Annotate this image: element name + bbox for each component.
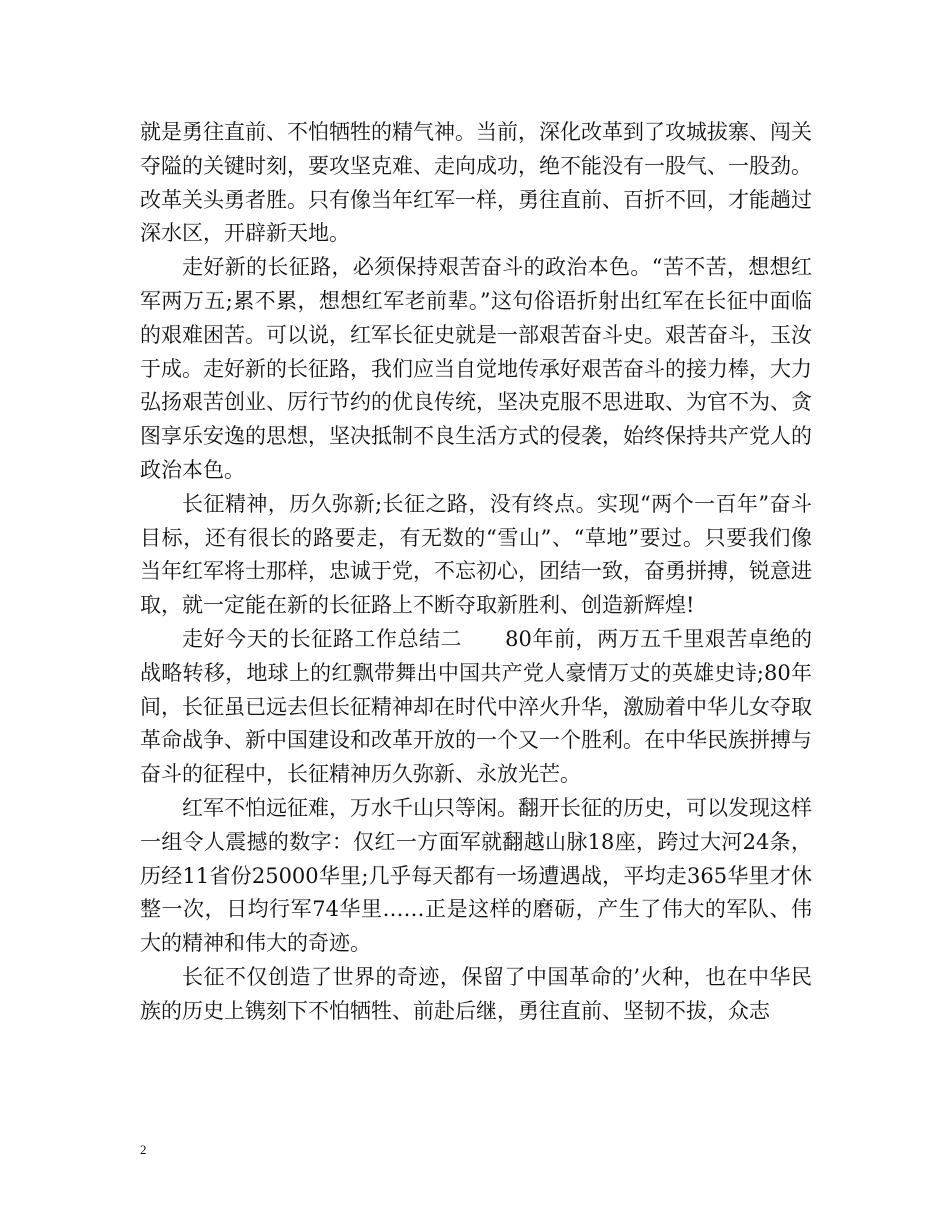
paragraph-3: 长征精神，历久弥新;长征之路，没有终点。实现“两个一百年”奋斗目标，还有很长的路要走，有无数的“雪山”、“草地”要过。只要我们像当年红军将士那样，忠诚于党，不忘初心，团结一致，奋勇拼搏，锐意进取，就一定能在新的长征路上不断夺取新胜利、创造新辉煌! [140,491,812,618]
paragraph-6: 长征不仅创造了世界的奇迹，保留了中国革命的’火种，也在中华民族的历史上镌刻下不怕牺牲、前赴后继，勇往直前、坚韧不拔，众志 [140,964,812,1023]
paragraph-1: 就是勇往直前、不怕牺牲的精气神。当前，深化改革到了攻城拔寨、闯关夺隘的关键时刻，要攻坚克难、走向成功，绝不能没有一股气、一股劲。改革关头勇者胜。只有像当年红军一样，勇往直前、百折不回，才能趟过深水区，开辟新天地。 [140,120,812,246]
paragraph-5: 红军不怕远征难，万水千山只等闲。翻开长征的历史，可以发现这样一组令人震撼的数字：仅红一方面军就翻越山脉18座，跨过大河24条，历经11省份25000华里;几乎每天都有一场遭遇战，平均走365华里才休整一次，日均行军74华里……正是这样的磨砺，产生了伟大的军队、伟大的精神和伟大的奇迹。 [140,795,812,956]
paragraph-4: 走好今天的长征路工作总结二 80年前，两万五千里艰苦卓绝的战略转移，地球上的红飘带舞出中国共产党人豪情万丈的英雄史诗;80年间，长征虽已远去但长征精神却在时代中淬火升华，激励着中华儿女夺取革命战争、新中国建设和改革开放的一个又一个胜利。在中华民族拼搏与奋斗的征程中，长征精神历久弥新、永放光芒。 [140,626,812,787]
document-body [140,116,812,1029]
paragraph-2: 走好新的长征路，必须保持艰苦奋斗的政治本色。“苦不苦，想想红军两万五;累不累，想想红军老前辈。”这句俗语折射出红军在长征中面临的艰难困苦。可以说，红军长征史就是一部艰苦奋斗史。艰苦奋斗，玉汝于成。走好新的长征路，我们应当自觉地传承好艰苦奋斗的接力棒，大力弘扬艰苦创业、厉行节约的优良传统，坚决克服不思进取、为官不为、贪图享乐安逸的思想，坚决抵制不良生活方式的侵袭，始终保持共产党人的政治本色。 [140,255,812,482]
page-number: 2 [140,1142,147,1157]
